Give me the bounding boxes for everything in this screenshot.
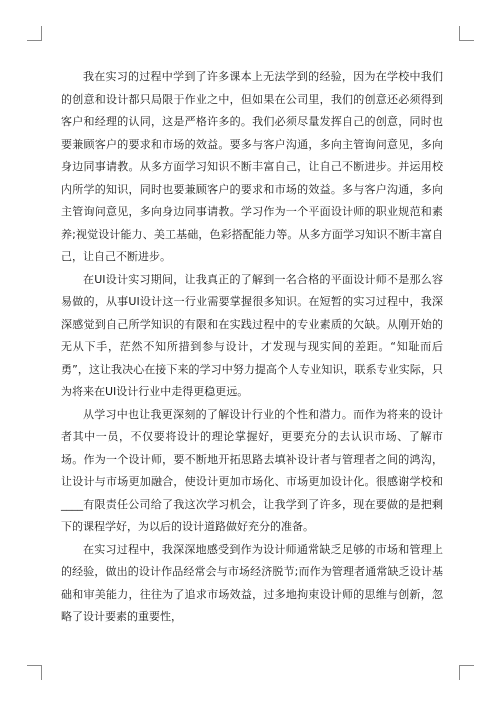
crop-mark-bottom-right: [459, 665, 474, 680]
paragraph-4: 在实习过程中，我深深地感受到作为设计师通常缺乏足够的市场和管理上的经验，做出的设计作品经常会与市场经济脱节;而作为管理者通常缺乏设计基础和审美能力，往往为了追求市场效益，过多地拘束设计师的思维与创新，忽略了设计要素的重要性，: [61, 542, 443, 623]
document-body: [61, 66, 443, 629]
crop-mark-top-left: [27, 26, 42, 41]
paragraph-3: 从学习中也让我更深刻的了解设计行业的个性和潜力。而作为将来的设计者其中一员，不仅要将设计的理论掌握好，更要充分的去认识市场、了解市场。作为一个设计师，要不断地开拓思路去填补设计者与管理者之间的鸿沟，让设计与市场更加融合，使设计更加市场化、市场更加设计化。很感谢学校和____有限责任公司给了我这次学习机会，让我学到了许多，现在要做的是把剩下的课程学好，为以后的设计道路做好充分的准备。: [61, 407, 443, 533]
paragraph-2: 在UI设计实习期间，让我真正的了解到一名合格的平面设计师不是那么容易做的，从事UI设计这一行业需要掌握很多知识。在短暂的实习过程中，我深深感觉到自己所学知识的有限和在实践过程中的专业素质的欠缺。从刚开始的无从下手，茫然不知所措到参与设计，才发现与现实间的差距。“知耻而后勇”，这让我决心在接下来的学习中努力提高个人专业知识，联系专业实际，只为将来在UI设计行业中走得更稳更远。: [61, 272, 443, 398]
paragraph-1: 我在实习的过程中学到了许多课本上无法学到的经验，因为在学校中我们的创意和设计都只局限于作业之中，但如果在公司里，我们的创意还必须得到客户和经理的认同，这是严格许多的。我们必须尽量发挥自己的创意，同时也要兼顾客户的要求和市场的效益。要多与客户沟通，多向主管询问意见，多向身边同事请教。从多方面学习知识不断丰富自己，让自己不断进步。并运用校内所学的知识，同时也要兼顾客户的要求和市场的效益。多与客户沟通，多向主管询问意见，多向身边同事请教。学习作为一个平面设计师的职业规范和素养;视觉设计能力、美工基础，色彩搭配能力等。从多方面学习知识不断丰富自己，让自己不断进步。: [61, 70, 443, 263]
crop-mark-top-right: [459, 26, 474, 41]
crop-mark-bottom-left: [27, 665, 42, 680]
